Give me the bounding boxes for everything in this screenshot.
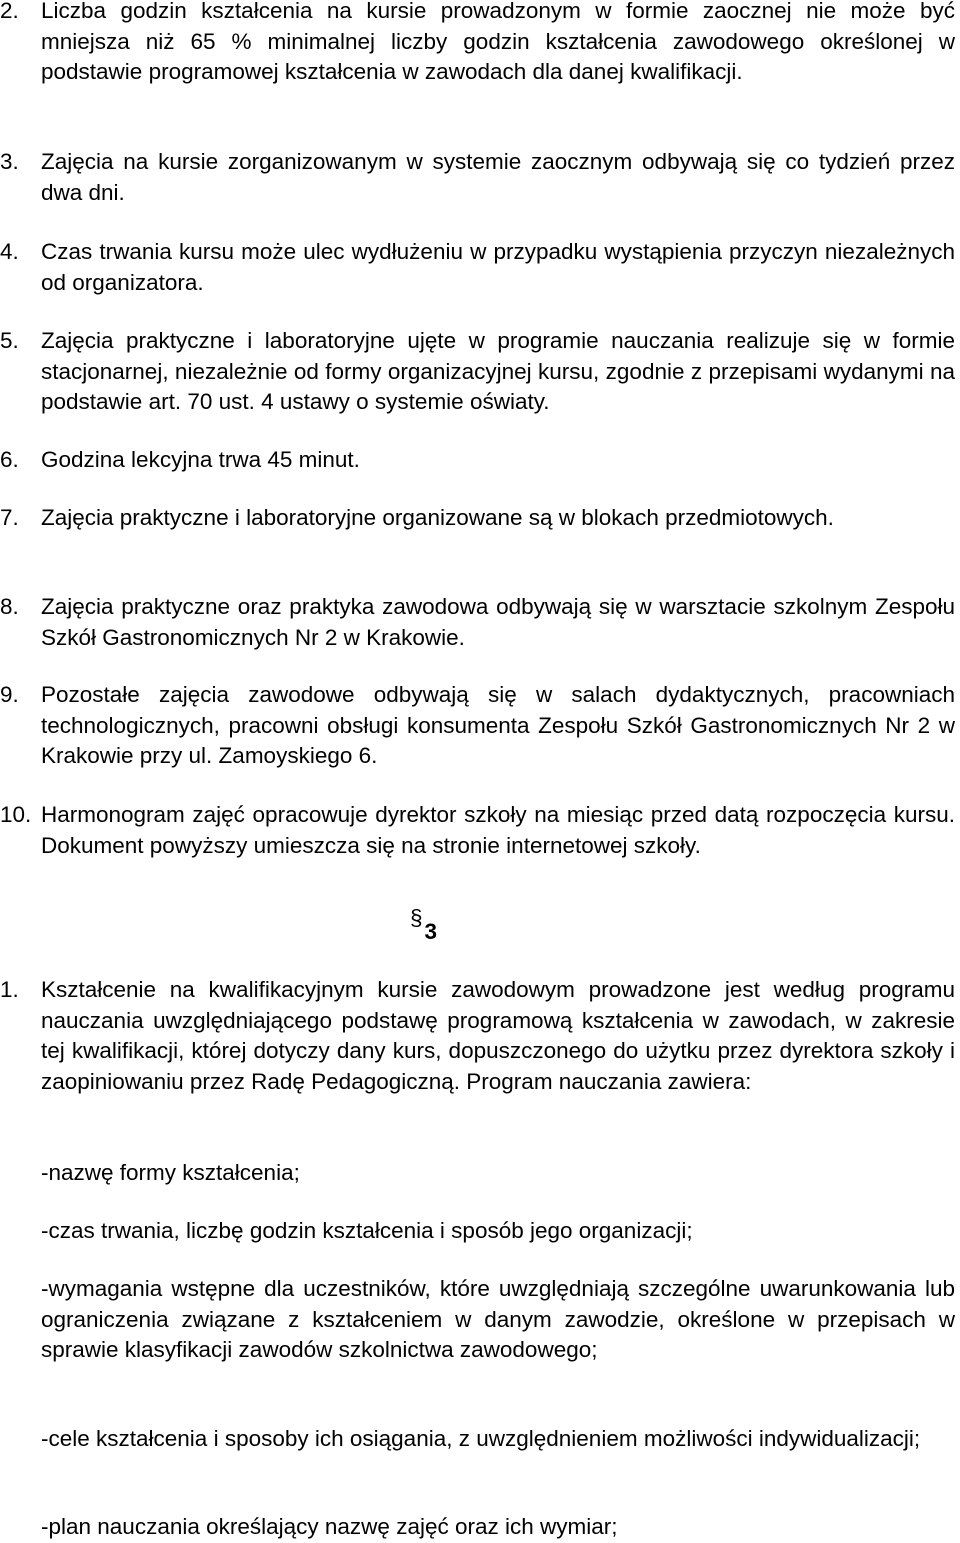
list-item: [0, 237, 955, 298]
list-item: [0, 0, 955, 88]
list-item-text: Zajęcia na kursie zorganizowanym w systemie zaocznym odbywają się co tydzień przez dwa dni.: [41, 149, 955, 205]
list-item: [0, 147, 955, 208]
list-item-number: 8.: [0, 594, 19, 619]
list-item-text: Zajęcia praktyczne i laboratoryjne ujęte w programie nauczania realizuje się w formie stacjonarnej, niezależnie od formy organizacyjnej kursu, zgodnie z przepisami wydanymi na podstawie art. 70 ust. 4 ustawy o systemie oświaty.: [41, 328, 955, 414]
list-item-number: 2.: [0, 0, 19, 23]
list-item-text: Czas trwania kursu może ulec wydłużeniu w przypadku wystąpienia przyczyn niezależnych od organizatora.: [41, 239, 955, 295]
list-item-text: Kształcenie na kwalifikacyjnym kursie zawodowym prowadzone jest według programu nauczania uwzględniającego podstawę programową kształcenia w zawodach, w zakresie tej kwalifikacji, której dotyczy dany kurs, dopuszczonego do użytku przez dyrektora szkoły i zaopiniowaniu przez Radę Pedagogiczną. Program nauczania zawiera:: [41, 977, 955, 1094]
program-item: -wymagania wstępne dla uczestników, które uwzględniają szczególne uwarunkowania lub ograniczenia związane z kształceniem w danym zawodzie, określone w przepisach w sprawie klasyfikacji zawodów szkolnictwa zawodowego;: [41, 1276, 955, 1362]
list-item-number: 7.: [0, 505, 19, 530]
list-item: [0, 326, 955, 418]
list-item: [0, 445, 955, 476]
list-item-number: 6.: [0, 447, 19, 472]
list-item-number: 10.: [0, 802, 32, 827]
list-item-text: Zajęcia praktyczne oraz praktyka zawodowa odbywają się w warsztacie szkolnym Zespołu Szkół Gastronomicznych Nr 2 w Krakowie.: [41, 594, 955, 650]
program-item: -nazwę formy kształcenia;: [41, 1160, 300, 1185]
list-item: [0, 680, 955, 772]
list-item-text: Liczba godzin kształcenia na kursie prowadzonym w formie zaocznej nie może być mniejsza niż 65 % minimalnej liczby godzin kształcenia zawodowego określonej w podstawie programowej kształcenia w zawodach dla danej kwalifikacji.: [41, 0, 955, 84]
section-number: 3: [424, 919, 438, 944]
list-item: [0, 800, 955, 861]
list-item-text: Zajęcia praktyczne i laboratoryjne organizowane są w blokach przedmiotowych.: [41, 505, 834, 530]
list-item-text: Harmonogram zajęć opracowuje dyrektor szkoły na miesiąc przed datą rozpoczęcia kursu. Dokument powyższy umieszcza się na stronie internetowej szkoły.: [41, 802, 955, 858]
program-item: -plan nauczania określający nazwę zajęć oraz ich wymiar;: [41, 1514, 618, 1539]
list-item-number: 1.: [0, 977, 19, 1002]
list-item: [0, 975, 955, 1097]
list-item: [0, 503, 955, 534]
list-item-text: Godzina lekcyjna trwa 45 minut.: [41, 447, 360, 472]
program-item: -czas trwania, liczbę godzin kształcenia i sposób jego organizacji;: [41, 1218, 693, 1243]
list-item: [0, 592, 955, 653]
list-item-number: 5.: [0, 328, 19, 353]
section-heading: [410, 905, 438, 947]
program-item: -cele kształcenia i sposoby ich osiągania, z uwzględnieniem możliwości indywidualizacji;: [41, 1426, 921, 1451]
list-item-text: Pozostałe zajęcia zawodowe odbywają się w salach dydaktycznych, pracowniach technologicznych, pracowni obsługi konsumenta Zespołu Szkół Gastronomicznych Nr 2 w Krakowie przy ul. Zamoyskiego 6.: [41, 682, 955, 768]
list-item-number: 9.: [0, 682, 19, 707]
section-mark: §: [410, 905, 423, 930]
list-item-number: 4.: [0, 239, 19, 264]
list-item-number: 3.: [0, 149, 19, 174]
